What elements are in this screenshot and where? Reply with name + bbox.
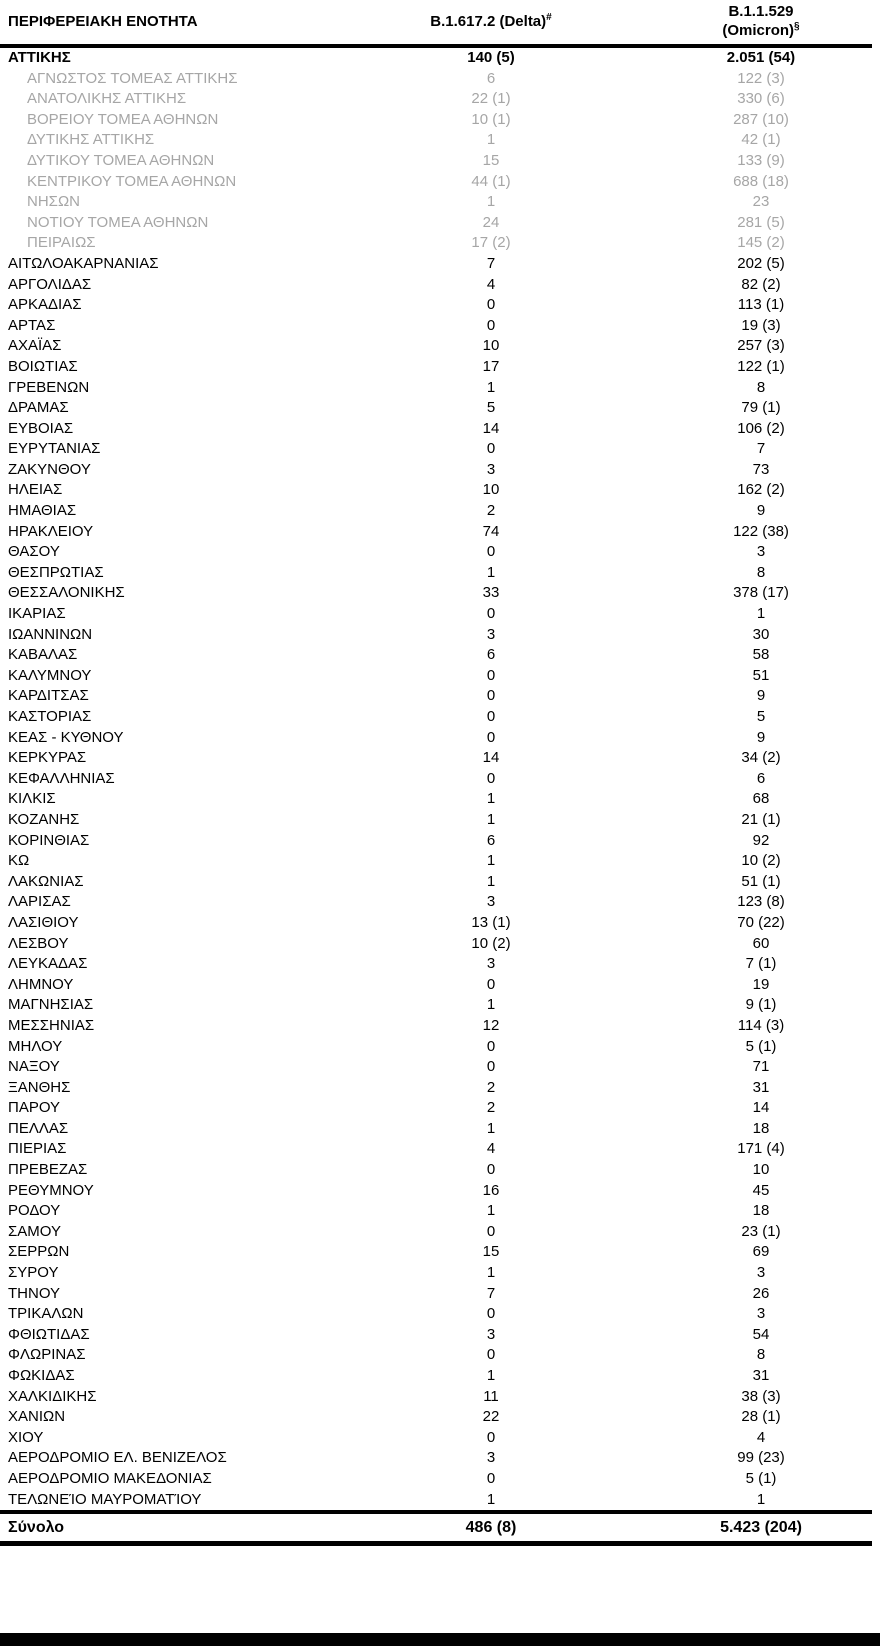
region-name: ΘΑΣΟΥ <box>8 543 60 561</box>
region-name: ΚΕΝΤΡΙΚΟΥ ΤΟΜΕΑ ΑΘΗΝΩΝ <box>27 172 237 190</box>
delta-count: 1 <box>486 378 496 396</box>
delta-count: 17 (2) <box>471 234 511 252</box>
column-header-region: ΠΕΡΙΦΕΡΕΙΑΚΗ ΕΝΟΤΗΤΑ <box>8 12 198 30</box>
region-name: ΗΜΑΘΙΑΣ <box>8 502 77 520</box>
region-name: ΠΕΛΛΑΣ <box>8 1119 69 1137</box>
delta-count: 1 <box>486 193 496 211</box>
region-name: ΛΕΣΒΟΥ <box>8 934 69 952</box>
delta-count: 0 <box>486 728 496 746</box>
omicron-count: 31 <box>752 1367 770 1384</box>
region-name: ΤΗΝΟΥ <box>8 1284 61 1302</box>
omicron-count: 162 (2) <box>737 481 785 499</box>
region-name: ΑΡΚΑΔΙΑΣ <box>8 296 82 314</box>
table-row <box>0 316 872 337</box>
region-name: ΛΗΜΝΟΥ <box>8 975 74 993</box>
region-name: ΞΑΝΘΗΣ <box>8 1078 71 1096</box>
region-name: ΚΙΛΚΙΣ <box>8 790 56 808</box>
delta-count: 12 <box>482 1016 500 1034</box>
omicron-count: 3 <box>756 543 766 561</box>
table-row <box>0 89 872 110</box>
table-row <box>0 1304 872 1325</box>
omicron-count: 378 (17) <box>733 584 789 602</box>
delta-count: 0 <box>486 296 496 314</box>
omicron-count: 73 <box>752 460 770 478</box>
region-name: ΤΡΙΚΑΛΩΝ <box>8 1305 84 1323</box>
delta-count: 4 <box>486 275 496 293</box>
omicron-count: 1 <box>756 1490 766 1508</box>
region-name: ΗΡΑΚΛΕΙΟΥ <box>8 522 94 540</box>
table-row <box>0 995 872 1016</box>
table-row <box>0 645 872 666</box>
region-name: ΘΕΣΣΑΛΟΝΙΚΗΣ <box>8 584 125 602</box>
omicron-count: 38 (3) <box>741 1387 781 1405</box>
delta-count: 2 <box>486 1099 496 1117</box>
omicron-count: 4 <box>756 1428 766 1446</box>
delta-count: 1 <box>486 996 496 1014</box>
table-row <box>0 625 872 646</box>
table-row <box>0 130 872 151</box>
region-name: ΜΕΣΣΗΝΙΑΣ <box>8 1016 95 1034</box>
delta-count: 6 <box>486 646 496 664</box>
omicron-count: 330 (6) <box>737 90 785 108</box>
omicron-count: 7 (1) <box>745 955 777 973</box>
omicron-count: 9 (1) <box>745 996 777 1014</box>
delta-count: 0 <box>486 975 496 993</box>
omicron-count: 2.051 (54) <box>726 49 796 66</box>
delta-count: 0 <box>486 666 496 684</box>
table-row <box>0 1325 872 1346</box>
region-name: ΝΗΣΩΝ <box>27 193 80 211</box>
table-row <box>0 151 872 172</box>
omicron-count: 122 (3) <box>737 69 785 87</box>
omicron-count: 8 <box>756 1346 766 1364</box>
table-row <box>0 686 872 707</box>
table-row <box>0 46 872 69</box>
delta-count: 3 <box>486 1325 496 1343</box>
delta-count: 7 <box>486 1284 496 1302</box>
column-header-delta: B.1.617.2 (Delta)# <box>430 11 552 30</box>
delta-count: 22 <box>482 1408 500 1426</box>
omicron-count: 9 <box>756 502 766 520</box>
omicron-count: 70 (22) <box>737 913 785 931</box>
omicron-count: 28 (1) <box>741 1408 781 1426</box>
omicron-count: 79 (1) <box>741 399 781 417</box>
region-name: ΡΟΔΟΥ <box>8 1202 61 1220</box>
delta-count: 11 <box>483 1387 499 1405</box>
omicron-count: 34 (2) <box>741 749 781 767</box>
region-name: ΕΥΡΥΤΑΝΙΑΣ <box>8 440 101 458</box>
table-row <box>0 769 872 790</box>
omicron-count: 42 (1) <box>741 131 781 149</box>
region-name: ΚΑΣΤΟΡΙΑΣ <box>8 708 92 725</box>
table-row <box>0 1201 872 1222</box>
omicron-count: 9 <box>756 687 766 705</box>
omicron-count: 19 (3) <box>741 316 781 334</box>
region-name: ΑΡΓΟΛΙΔΑΣ <box>8 275 92 293</box>
delta-count: 1 <box>486 1264 496 1282</box>
table-row <box>0 666 872 687</box>
delta-count: 0 <box>486 440 496 458</box>
region-name: ΚΩ <box>8 852 30 870</box>
omicron-count: 92 <box>752 831 770 849</box>
region-name: ΠΕΙΡΑΙΩΣ <box>27 234 96 252</box>
delta-count: 1 <box>486 872 496 890</box>
table-row <box>0 419 872 440</box>
omicron-count: 58 <box>752 646 770 664</box>
region-name: ΧΑΝΙΩΝ <box>8 1408 66 1426</box>
omicron-count: 281 (5) <box>737 213 785 231</box>
delta-count: 0 <box>486 687 496 705</box>
table-row <box>0 1387 872 1408</box>
table-row <box>0 604 872 625</box>
delta-footnote-marker: # <box>546 11 552 23</box>
table-row <box>0 872 872 893</box>
table-row <box>0 851 872 872</box>
delta-count: 0 <box>486 1346 496 1364</box>
region-name: ΚΑΛΥΜΝΟΥ <box>8 666 92 684</box>
delta-count: 10 <box>482 481 500 499</box>
delta-count: 17 <box>482 357 500 375</box>
omicron-count: 69 <box>752 1243 770 1261</box>
omicron-count: 23 <box>752 193 770 211</box>
table-row <box>0 460 872 481</box>
region-name: ΚΑΒΑΛΑΣ <box>8 646 78 664</box>
table-row <box>0 69 872 90</box>
region-name: ΝΟΤΙΟΥ ΤΟΜΕΑ ΑΘΗΝΩΝ <box>27 213 209 231</box>
table-row <box>0 192 872 213</box>
region-name: ΑΤΤΙΚΗΣ <box>8 49 71 66</box>
total-delta-value: 486 (8) <box>465 1519 517 1537</box>
region-name: ΠΡΕΒΕΖΑΣ <box>8 1161 88 1179</box>
delta-count: 10 (1) <box>471 110 511 128</box>
table-row <box>0 975 872 996</box>
region-name: ΚΟΖΑΝΗΣ <box>8 810 80 828</box>
region-name: ΓΡΕΒΕΝΩΝ <box>8 378 90 396</box>
table-body <box>0 46 872 1512</box>
region-name: ΤΕΛΩΝΕΊΟ ΜΑΥΡΟΜΑΤΊΟΥ <box>8 1490 202 1508</box>
omicron-count: 54 <box>752 1325 770 1343</box>
delta-count: 0 <box>486 1058 496 1076</box>
region-name: ΔΥΤΙΚΟΥ ΤΟΜΕΑ ΑΘΗΝΩΝ <box>27 151 215 169</box>
delta-count: 3 <box>486 893 496 911</box>
table-row <box>0 398 872 419</box>
omicron-count: 3 <box>756 1305 766 1323</box>
region-name: ΖΑΚΥΝΘΟΥ <box>8 460 91 478</box>
omicron-count: 82 (2) <box>741 275 781 293</box>
table-row <box>0 172 872 193</box>
delta-count: 16 <box>482 1181 500 1199</box>
table-row <box>0 542 872 563</box>
omicron-count: 14 <box>752 1099 770 1117</box>
region-name: ΑΡΤΑΣ <box>8 316 56 334</box>
region-name: ΙΚΑΡΙΑΣ <box>8 605 66 623</box>
table-header-row <box>0 0 872 46</box>
omicron-count: 30 <box>752 625 770 643</box>
region-name: ΕΥΒΟΙΑΣ <box>8 419 74 437</box>
table-row <box>0 748 872 769</box>
region-name: ΒΟΡΕΙΟΥ ΤΟΜΕΑ ΑΘΗΝΩΝ <box>27 110 219 128</box>
omicron-count: 10 (2) <box>741 852 781 870</box>
region-name: ΧΑΛΚΙΔΙΚΗΣ <box>8 1387 97 1405</box>
table-row <box>0 892 872 913</box>
delta-count: 44 (1) <box>471 172 511 190</box>
delta-count: 0 <box>486 1222 496 1240</box>
table-row <box>0 1263 872 1284</box>
delta-count: 22 (1) <box>471 90 511 108</box>
table-row <box>0 934 872 955</box>
delta-count: 0 <box>486 1161 496 1179</box>
omicron-count: 171 (4) <box>737 1140 785 1158</box>
table-row <box>0 295 872 316</box>
omicron-count: 106 (2) <box>737 419 785 437</box>
delta-count: 15 <box>482 151 500 169</box>
delta-count: 74 <box>482 522 500 540</box>
next-section-top-rule <box>0 1633 880 1646</box>
total-omicron-value: 5.423 (204) <box>720 1519 802 1537</box>
table-row <box>0 1098 872 1119</box>
table-row <box>0 378 872 399</box>
region-name: ΠΙΕΡΙΑΣ <box>8 1140 67 1158</box>
total-row <box>0 1512 872 1544</box>
region-name: ΣΑΜΟΥ <box>8 1222 61 1240</box>
omicron-footnote-marker: § <box>794 21 800 32</box>
omicron-count: 51 (1) <box>741 872 781 890</box>
omicron-count: 7 <box>756 440 766 458</box>
table-row <box>0 501 872 522</box>
delta-count: 0 <box>486 1037 496 1055</box>
delta-count: 1 <box>486 810 496 828</box>
omicron-count: 21 (1) <box>741 810 781 828</box>
region-name: ΑΝΑΤΟΛΙΚΗΣ ΑΤΤΙΚΗΣ <box>27 90 187 108</box>
delta-count: 1 <box>486 790 496 808</box>
table-row <box>0 254 872 275</box>
delta-count: 10 (2) <box>471 934 511 952</box>
delta-count: 1 <box>486 563 496 581</box>
table-row <box>0 1448 872 1469</box>
omicron-count: 19 <box>752 975 770 993</box>
delta-count: 6 <box>486 831 496 849</box>
table-row <box>0 1284 872 1305</box>
table-row <box>0 1490 872 1513</box>
delta-count: 1 <box>486 1490 496 1508</box>
omicron-count: 60 <box>752 934 770 952</box>
omicron-count: 202 (5) <box>737 254 785 272</box>
delta-count: 4 <box>486 1140 496 1158</box>
table-row <box>0 1057 872 1078</box>
omicron-count: 113 (1) <box>737 296 785 314</box>
region-name: ΛΑΣΙΘΙΟΥ <box>8 913 79 931</box>
delta-count: 0 <box>486 708 496 725</box>
delta-count: 2 <box>486 1078 496 1096</box>
table-row <box>0 1016 872 1037</box>
table-row <box>0 1366 872 1387</box>
delta-count: 1 <box>486 1119 496 1137</box>
omicron-count: 18 <box>752 1119 770 1137</box>
delta-count: 0 <box>486 1305 496 1323</box>
region-name: ΔΥΤΙΚΗΣ ΑΤΤΙΚΗΣ <box>27 131 155 149</box>
delta-count: 0 <box>486 543 496 561</box>
table-row <box>0 728 872 749</box>
delta-count: 2 <box>486 502 496 520</box>
table-row <box>0 1181 872 1202</box>
region-name: ΑΧΑΪΑΣ <box>8 337 62 355</box>
table-row <box>0 233 872 254</box>
table-row <box>0 789 872 810</box>
region-name: ΗΛΕΙΑΣ <box>8 481 63 499</box>
omicron-count: 1 <box>756 605 766 623</box>
region-name: ΒΟΙΩΤΙΑΣ <box>8 357 78 375</box>
region-name: ΚΕΦΑΛΛΗΝΙΑΣ <box>8 769 115 787</box>
region-name: ΦΘΙΩΤΙΔΑΣ <box>8 1325 90 1343</box>
table-row <box>0 707 872 728</box>
omicron-count: 8 <box>756 378 766 396</box>
region-name: ΙΩΑΝΝΙΝΩΝ <box>8 625 93 643</box>
omicron-count: 5 (1) <box>745 1037 777 1055</box>
omicron-count: 5 <box>756 708 766 725</box>
omicron-count: 688 (18) <box>733 172 789 190</box>
table-row <box>0 275 872 296</box>
omicron-count: 5 (1) <box>745 1469 777 1487</box>
region-name: ΜΑΓΝΗΣΙΑΣ <box>8 996 94 1014</box>
table-row <box>0 1078 872 1099</box>
region-name: ΚΟΡΙΝΘΙΑΣ <box>8 831 90 849</box>
region-name: ΑΕΡΟΔΡΟΜΙΟ ΕΛ. ΒΕΝΙΖΕΛΟΣ <box>8 1449 227 1467</box>
region-name: ΝΑΞΟΥ <box>8 1058 60 1076</box>
omicron-count: 68 <box>752 790 770 808</box>
table-row <box>0 1139 872 1160</box>
omicron-count: 10 <box>752 1161 770 1179</box>
table-row <box>0 1160 872 1181</box>
omicron-count: 18 <box>752 1202 770 1220</box>
delta-count: 0 <box>486 1469 496 1487</box>
delta-count: 1 <box>486 1367 496 1384</box>
table-row <box>0 213 872 234</box>
table-row <box>0 439 872 460</box>
table-row <box>0 810 872 831</box>
delta-count: 1 <box>486 1202 496 1220</box>
omicron-count: 9 <box>756 728 766 746</box>
omicron-count: 114 (3) <box>737 1016 785 1034</box>
region-name: ΔΡΑΜΑΣ <box>8 399 69 417</box>
region-name: ΚΑΡΔΙΤΣΑΣ <box>8 687 89 705</box>
delta-count: 14 <box>482 419 500 437</box>
region-name: ΧΙΟΥ <box>8 1428 44 1446</box>
table-row <box>0 110 872 131</box>
delta-count: 15 <box>482 1243 500 1261</box>
region-name: ΛΑΚΩΝΙΑΣ <box>8 872 84 890</box>
table-row <box>0 954 872 975</box>
delta-count: 0 <box>486 316 496 334</box>
region-name: ΑΙΤΩΛΟΑΚΑΡΝΑΝΙΑΣ <box>8 254 159 272</box>
region-name: ΛΑΡΙΣΑΣ <box>8 893 71 911</box>
omicron-count: 8 <box>756 563 766 581</box>
table-row <box>0 1407 872 1428</box>
table-row <box>0 1469 872 1490</box>
omicron-count: 133 (9) <box>737 151 785 169</box>
table-row <box>0 336 872 357</box>
table-row <box>0 1428 872 1449</box>
column-header-omicron: B.1.1.529 (Omicron)§ <box>722 3 800 39</box>
omicron-count: 6 <box>756 769 766 787</box>
table-row <box>0 1345 872 1366</box>
delta-count: 3 <box>486 460 496 478</box>
delta-count: 6 <box>486 69 496 87</box>
region-name: ΦΛΩΡΙΝΑΣ <box>8 1346 86 1364</box>
omicron-count: 122 (1) <box>737 357 785 375</box>
delta-count: 7 <box>486 254 496 272</box>
table-row <box>0 583 872 604</box>
region-name: ΠΑΡΟΥ <box>8 1099 61 1117</box>
total-label: Σύνολο <box>8 1519 65 1537</box>
region-name: ΚΕΑΣ - ΚΥΘΝΟΥ <box>8 728 124 746</box>
table-row <box>0 1222 872 1243</box>
delta-count: 0 <box>486 769 496 787</box>
omicron-count: 145 (2) <box>737 234 785 252</box>
omicron-count: 99 (23) <box>737 1449 785 1467</box>
region-name: ΚΕΡΚΥΡΑΣ <box>8 749 87 767</box>
region-name: ΑΕΡΟΔΡΟΜΙΟ ΜΑΚΕΔΟΝΙΑΣ <box>8 1469 212 1487</box>
omicron-count: 31 <box>752 1078 770 1096</box>
omicron-count: 122 (38) <box>733 522 789 540</box>
table-row <box>0 522 872 543</box>
omicron-count: 3 <box>756 1264 766 1282</box>
table-row <box>0 913 872 934</box>
omicron-count: 71 <box>752 1058 770 1076</box>
delta-count: 3 <box>486 955 496 973</box>
region-name: ΘΕΣΠΡΩΤΙΑΣ <box>8 563 104 581</box>
delta-count: 33 <box>482 584 500 602</box>
delta-count: 1 <box>486 131 496 149</box>
delta-count: 0 <box>486 605 496 623</box>
omicron-count: 23 (1) <box>741 1222 781 1240</box>
table-row <box>0 1242 872 1263</box>
delta-count: 24 <box>482 213 500 231</box>
table-row <box>0 480 872 501</box>
table-row <box>0 357 872 378</box>
region-name: ΜΗΛΟΥ <box>8 1037 63 1055</box>
region-name: ΛΕΥΚΑΔΑΣ <box>8 955 88 973</box>
omicron-count: 287 (10) <box>733 110 789 128</box>
delta-count: 3 <box>486 625 496 643</box>
delta-count: 0 <box>486 1428 496 1446</box>
region-name: ΑΓΝΩΣΤΟΣ ΤΟΜΕΑΣ ΑΤΤΙΚΗΣ <box>27 69 238 87</box>
table-row <box>0 831 872 852</box>
omicron-count: 257 (3) <box>737 337 785 355</box>
region-name: ΣΥΡΟΥ <box>8 1264 59 1282</box>
omicron-count: 26 <box>752 1284 770 1302</box>
delta-count: 5 <box>486 399 496 417</box>
delta-count: 10 <box>482 337 500 355</box>
region-name: ΡΕΘΥΜΝΟΥ <box>8 1181 94 1199</box>
table-row <box>0 1037 872 1058</box>
region-name: ΣΕΡΡΩΝ <box>8 1243 70 1261</box>
delta-count: 3 <box>486 1449 496 1467</box>
region-name: ΦΩΚΙΔΑΣ <box>8 1367 75 1384</box>
delta-count: 13 (1) <box>471 913 511 931</box>
table-row <box>0 1119 872 1140</box>
omicron-count: 123 (8) <box>737 893 785 911</box>
delta-count: 14 <box>482 749 500 767</box>
omicron-count: 45 <box>752 1181 770 1199</box>
delta-count: 1 <box>486 852 496 870</box>
delta-count: 140 (5) <box>467 49 515 66</box>
table-row <box>0 563 872 584</box>
omicron-count: 51 <box>752 666 770 684</box>
